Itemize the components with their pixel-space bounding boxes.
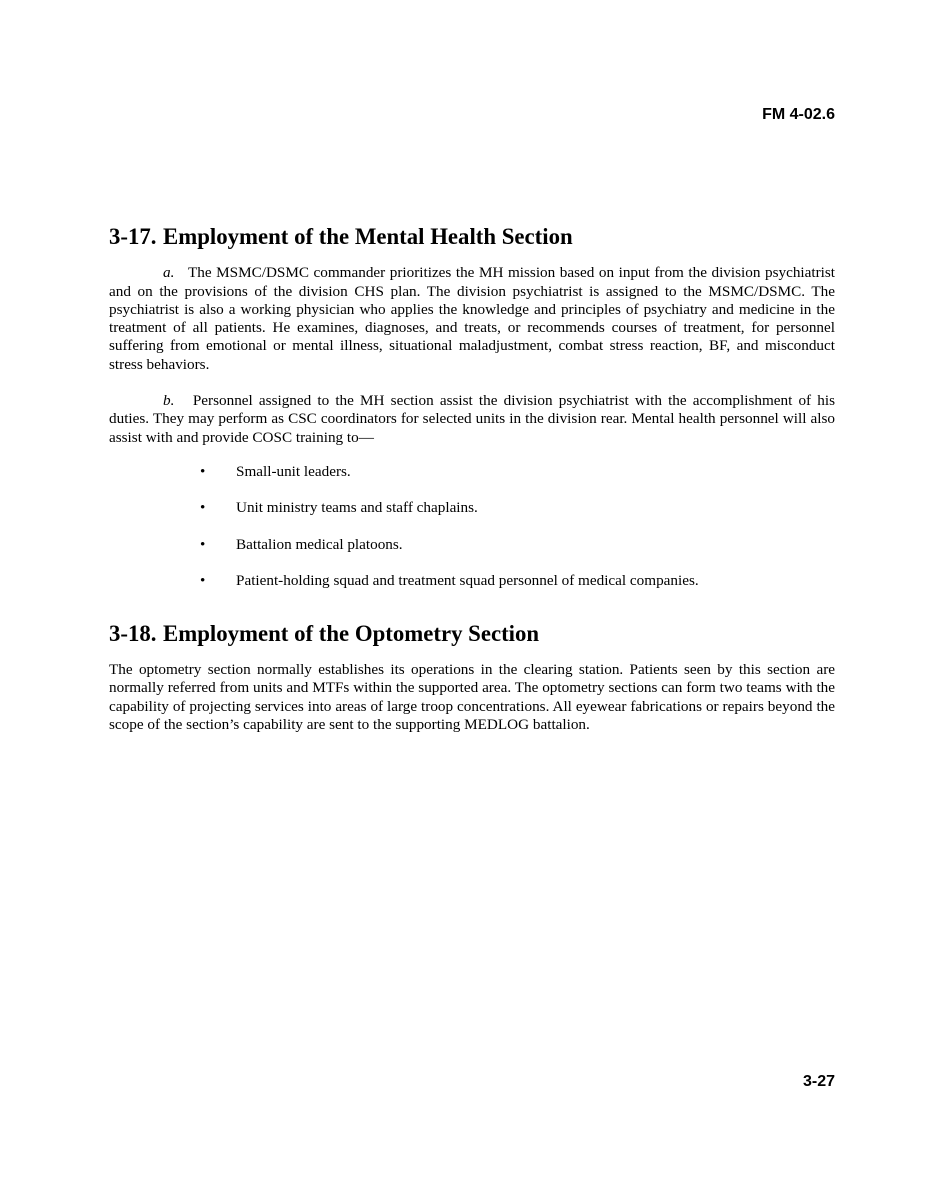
section-title: Employment of the Mental Health Section <box>163 224 573 249</box>
bullet-icon: • <box>200 462 206 480</box>
paragraph-b <box>109 392 835 447</box>
list-item: • Unit ministry teams and staff chaplains. <box>200 499 478 517</box>
bullet-icon: • <box>200 572 206 590</box>
paragraph-label: a. <box>163 264 175 282</box>
list-item: • Patient-holding squad and treatment squad personnel of medical companies. <box>200 572 699 590</box>
bullet-icon: • <box>200 535 206 553</box>
section-heading-3-17 <box>109 224 835 249</box>
list-item: • Battalion medical platoons. <box>200 535 403 553</box>
list-item: • Small-unit leaders. <box>200 462 351 480</box>
bullet-list <box>109 463 835 591</box>
paragraph-a <box>109 264 835 374</box>
bullet-icon: • <box>200 499 206 517</box>
paragraph-text: Personnel assigned to the MH section assist the division psychiatrist with the accomplishment of his duties. They may perform as CSC coordinators for selected units in the division rear. Mental health personnel will also assist with and provide COSC training to— <box>109 392 835 446</box>
paragraph-label: b. <box>163 392 175 410</box>
paragraph-text: The MSMC/DSMC commander prioritizes the MH mission based on input from the division psychiatrist and on the provisions of the division CHS plan. The division psychiatrist is assigned to the MSMC/DSMC. The psychiatrist is also a working physician who applies the knowledge and principles of psychiatry and medicine in the treatment of all patients. He examines, diagnoses, and treats, or recommends courses of treatment, for personnel suffering from emotional or mental illness, situational maladjustment, combat stress reaction, BF, and misconduct stress behaviors. <box>109 264 835 373</box>
section-number: 3-17. <box>109 224 157 249</box>
page-content <box>109 224 835 734</box>
optometry-paragraph: The optometry section normally establishes its operations in the clearing station. Patients seen by this section are normally referred from units and MTFs within the supported area. The optometry sections can form two teams with the capability of projecting services into areas of large troop concentrations. All eyewear fabrications or repairs beyond the scope of the section’s capability are sent to the supporting MEDLOG battalion. <box>109 661 835 733</box>
section-number: 3-18. <box>109 620 157 646</box>
section-title: Employment of the Optometry Section <box>163 620 540 646</box>
page-number: 3-27 <box>802 1073 835 1090</box>
section-heading-3-18 <box>109 620 835 646</box>
document-id: FM 4-02.6 <box>762 106 835 123</box>
